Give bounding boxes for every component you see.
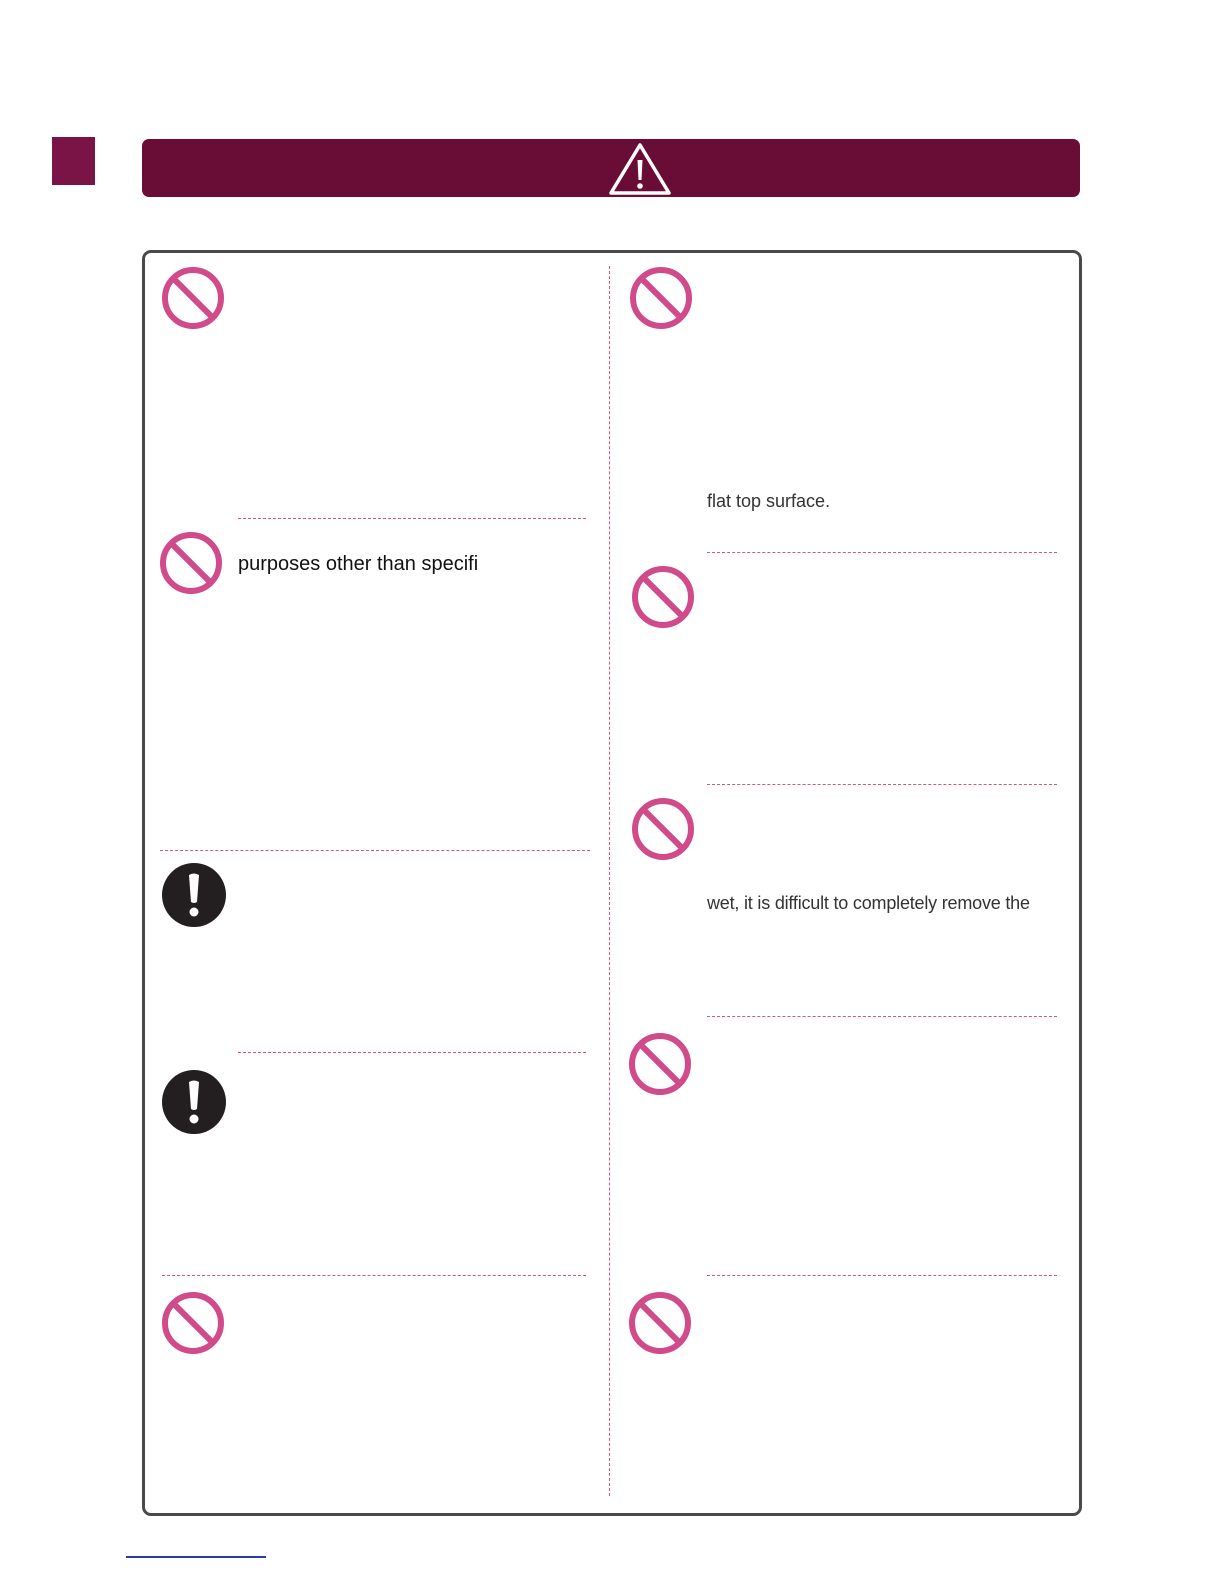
item-separator: [160, 850, 590, 851]
prohibition-icon: [160, 265, 226, 331]
prohibition-icon: [627, 1031, 693, 1097]
item-separator: [162, 1275, 586, 1276]
warning-banner: [142, 139, 1080, 197]
mandatory-action-icon: [161, 1069, 227, 1135]
warning-text-fragment: wet, it is difficult to completely remove the: [707, 893, 1030, 913]
item-separator: [707, 1275, 1057, 1276]
prohibition-icon: [627, 1290, 693, 1356]
prohibition-icon: [630, 796, 696, 862]
item-separator: [238, 1052, 586, 1053]
prohibition-icon: [160, 1290, 226, 1356]
item-separator: [707, 552, 1057, 553]
item-separator: [707, 784, 1057, 785]
warning-text-fragment: purposes other than specifi: [238, 553, 479, 575]
item-separator: [238, 518, 586, 519]
prohibition-icon: [630, 564, 696, 630]
column-divider: [609, 266, 610, 1496]
mandatory-action-icon: [161, 862, 227, 928]
prohibition-icon: [158, 530, 224, 596]
footer-link-underline[interactable]: [126, 1556, 266, 1558]
prohibition-icon: [628, 265, 694, 331]
warning-triangle-icon: [608, 142, 672, 196]
warning-text-fragment: flat top surface.: [707, 491, 831, 511]
warnings-panel: [142, 250, 1082, 1516]
section-tab: [52, 137, 95, 185]
item-separator: [707, 1016, 1057, 1017]
